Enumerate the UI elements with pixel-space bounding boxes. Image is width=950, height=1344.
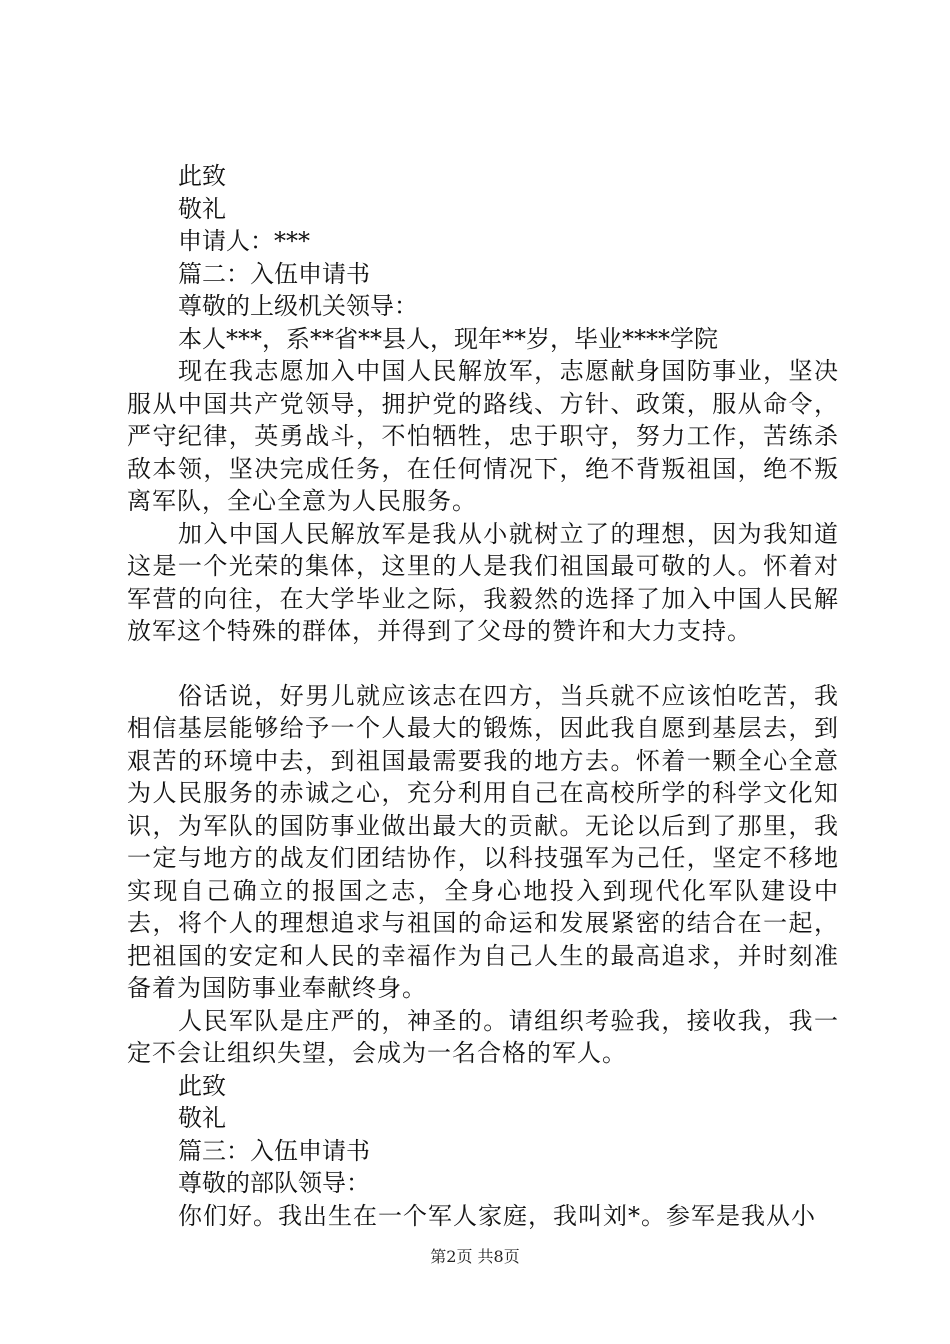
self-intro-line: 本人***，系**省**县人，现年**岁，毕业****学院	[178, 324, 718, 353]
section-heading: 篇三：入伍申请书	[178, 1136, 370, 1165]
salutation-line: 敬礼	[178, 1104, 226, 1132]
body-paragraph: 人民军队是庄严的，神圣的。请组织考验我，接收我，我一定不会让组织失望，会成为一名合格的军人。	[127, 1006, 839, 1067]
body-paragraph: 加入中国人民解放军是我从小就树立了的理想，因为我知道这是一个光荣的集体，这里的人是我们祖国最可敬的人。怀着对军营的向往，在大学毕业之际，我毅然的选择了加入中国人民解放军这个特殊的群体，并得到了父母的赞许和大力支持。	[127, 519, 839, 645]
body-paragraph: 现在我志愿加入中国人民解放军，志愿献身国防事业，坚决服从中国共产党领导，拥护党的路线、方针、政策，服从命令，严守纪律，英勇战斗，不怕牺牲，忠于职守，努力工作，苦练杀敌本领，坚决完成任务，在任何情况下，绝不背叛祖国，绝不叛离军队，全心全意为人民服务。	[127, 357, 839, 515]
addressee-line: 尊敬的上级机关领导：	[178, 292, 418, 320]
section-heading: 篇二：入伍申请书	[178, 259, 370, 288]
addressee-line: 尊敬的部队领导：	[178, 1169, 370, 1197]
closing-line: 此致	[178, 162, 226, 190]
document-body	[127, 160, 839, 1232]
page-footer: 第2页 共8页	[430, 1247, 520, 1266]
body-paragraph: 俗话说，好男儿就应该志在四方，当兵就不应该怕吃苦，我相信基层能够给予一个人最大的锻炼，因此我自愿到基层去，到艰苦的环境中去，到祖国最需要我的地方去。怀着一颗全心全意为人民服务的赤诚之心，充分利用自己在高校所学的科学文化知识，为军队的国防事业做出最大的贡献。无论以后到了那里，我一定与地方的战友们团结协作，以科技强军为己任，坚定不移地实现自己确立的报国之志，全身心地投入到现代化军队建设中去，将个人的理想追求与祖国的命运和发展紧密的结合在一起，把祖国的安定和人民的幸福作为自己人生的最高追求，并时刻准备着为国防事业奉献终身。	[127, 681, 839, 1002]
paragraph-gap	[127, 648, 839, 680]
body-paragraph: 你们好。我出生在一个军人家庭，我叫刘*。参军是我从小	[178, 1201, 816, 1230]
closing-line: 此致	[178, 1071, 226, 1100]
salutation-line: 敬礼	[178, 194, 226, 223]
applicant-line: 申请人：***	[178, 227, 310, 255]
